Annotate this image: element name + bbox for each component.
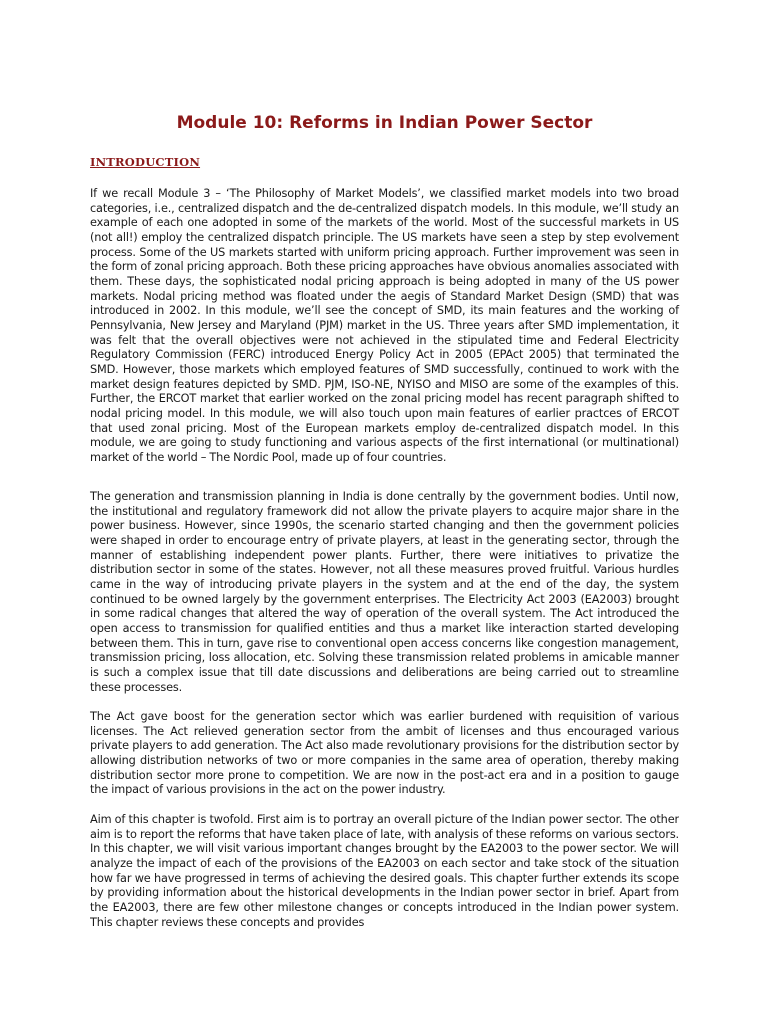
document-page bbox=[90, 0, 679, 1024]
paragraph-planning-india: The generation and transmission planning in India is done centrally by the government bodies. Until now, the institutional and regulatory framework did not allow the private players to acquire major share in the power business. However, since 1990s, the scenario started changing and then the government policies were shaped in order to encourage entry of private players, at least in the generating sector, through the manner of establishing independent power plants. Further, there were initiatives to privatize the distribution sector in some of the states. However, not all these measures proved fruitful. Various hurdles came in the way of introducing private players in the system and at the end of the day, the system continued to be owned largely by the government enterprises. The Electricity Act 2003 (EA2003) brought in some radical changes that altered the way of operation of the overall system. The Act introduced the open access to transmission for qualified entities and thus a market like interaction started developing between them. This in turn, gave rise to conventional open access concerns like congestion management, transmission pricing, loss allocation, etc. Solving these transmission related problems in amicable manner is such a complex issue that till date discussions and deliberations are being carried out to streamline these processes. bbox=[90, 490, 679, 694]
paragraph-act-boost: The Act gave boost for the generation sector which was earlier burdened with requisition of various licenses. The Act relieved generation sector from the ambit of licenses and thus encouraged various private players to add generation. The Act also made revolutionary provisions for the distribution sector by allowing distribution networks of two or more companies in the same area of operation, thereby making distribution sector more prone to competition. We are now in the post-act era and in a position to gauge the impact of various provisions in the act on the power industry. bbox=[90, 710, 679, 797]
page-title: Module 10: Reforms in Indian Power Sector bbox=[176, 113, 593, 133]
paragraph-market-models: If we recall Module 3 – ‘The Philosophy of Market Models’, we classified market models into two broad categories, i.e., centralized dispatch and the de-centralized dispatch models. In this module, we’ll study an example of each one adopted in some of the markets of the world. Most of the successful markets in US (not all!) employ the centralized dispatch principle. The US markets have seen a step by step evolvement process. Some of the US markets started with uniform pricing approach. Further improvement was seen in the form of zonal pricing approach. Both these pricing approaches have obvious anomalies associated with them. These days, the sophisticated nodal pricing approach is being adopted in many of the US power markets. Nodal pricing method was floated under the aegis of Standard Market Design (SMD) that was introduced in 2002. In this module, we’ll see the concept of SMD, its main features and the working of Pennsylvania, New Jersey and Maryland (PJM) market in the US. Three years after SMD implementation, it was felt that the overall objectives were not achieved in the stipulated time and Federal Electricity Regulatory Commission (FERC) introduced Energy Policy Act in 2005 (EPAct 2005) that terminated the SMD. However, those markets which employed features of SMD successfully, continued to work with the market design features depicted by SMD. PJM, ISO-NE, NYISO and MISO are some of the examples of this. Further, the ERCOT market that earlier worked on the zonal pricing model has recent paragraph shifted to nodal pricing model. In this module, we will also touch upon main features of earlier practces of ERCOT that used zonal pricing. Most of the European markets employ de-centralized dispatch model. In this module, we are going to study functioning and various aspects of the first international (or multinational) market of the world – The Nordic Pool, made up of four countries. bbox=[90, 187, 679, 464]
section-heading-introduction: INTRODUCTION bbox=[90, 155, 201, 169]
paragraph-chapter-aim: Aim of this chapter is twofold. First aim is to portray an overall picture of the Indian power sector. The other aim is to report the reforms that have taken place of late, with analysis of these reforms on various sectors. In this chapter, we will visit various important changes brought by the EA2003 to the power sector. We will analyze the impact of each of the provisions of the EA2003 on each sector and take stock of the situation how far we have progressed in terms of achieving the desired goals. This chapter further extends its scope by providing information about the historical developments in the Indian power sector in brief. Apart from the EA2003, there are few other milestone changes or concepts introduced in the Indian power system. This chapter reviews these concepts and provides bbox=[90, 813, 679, 929]
